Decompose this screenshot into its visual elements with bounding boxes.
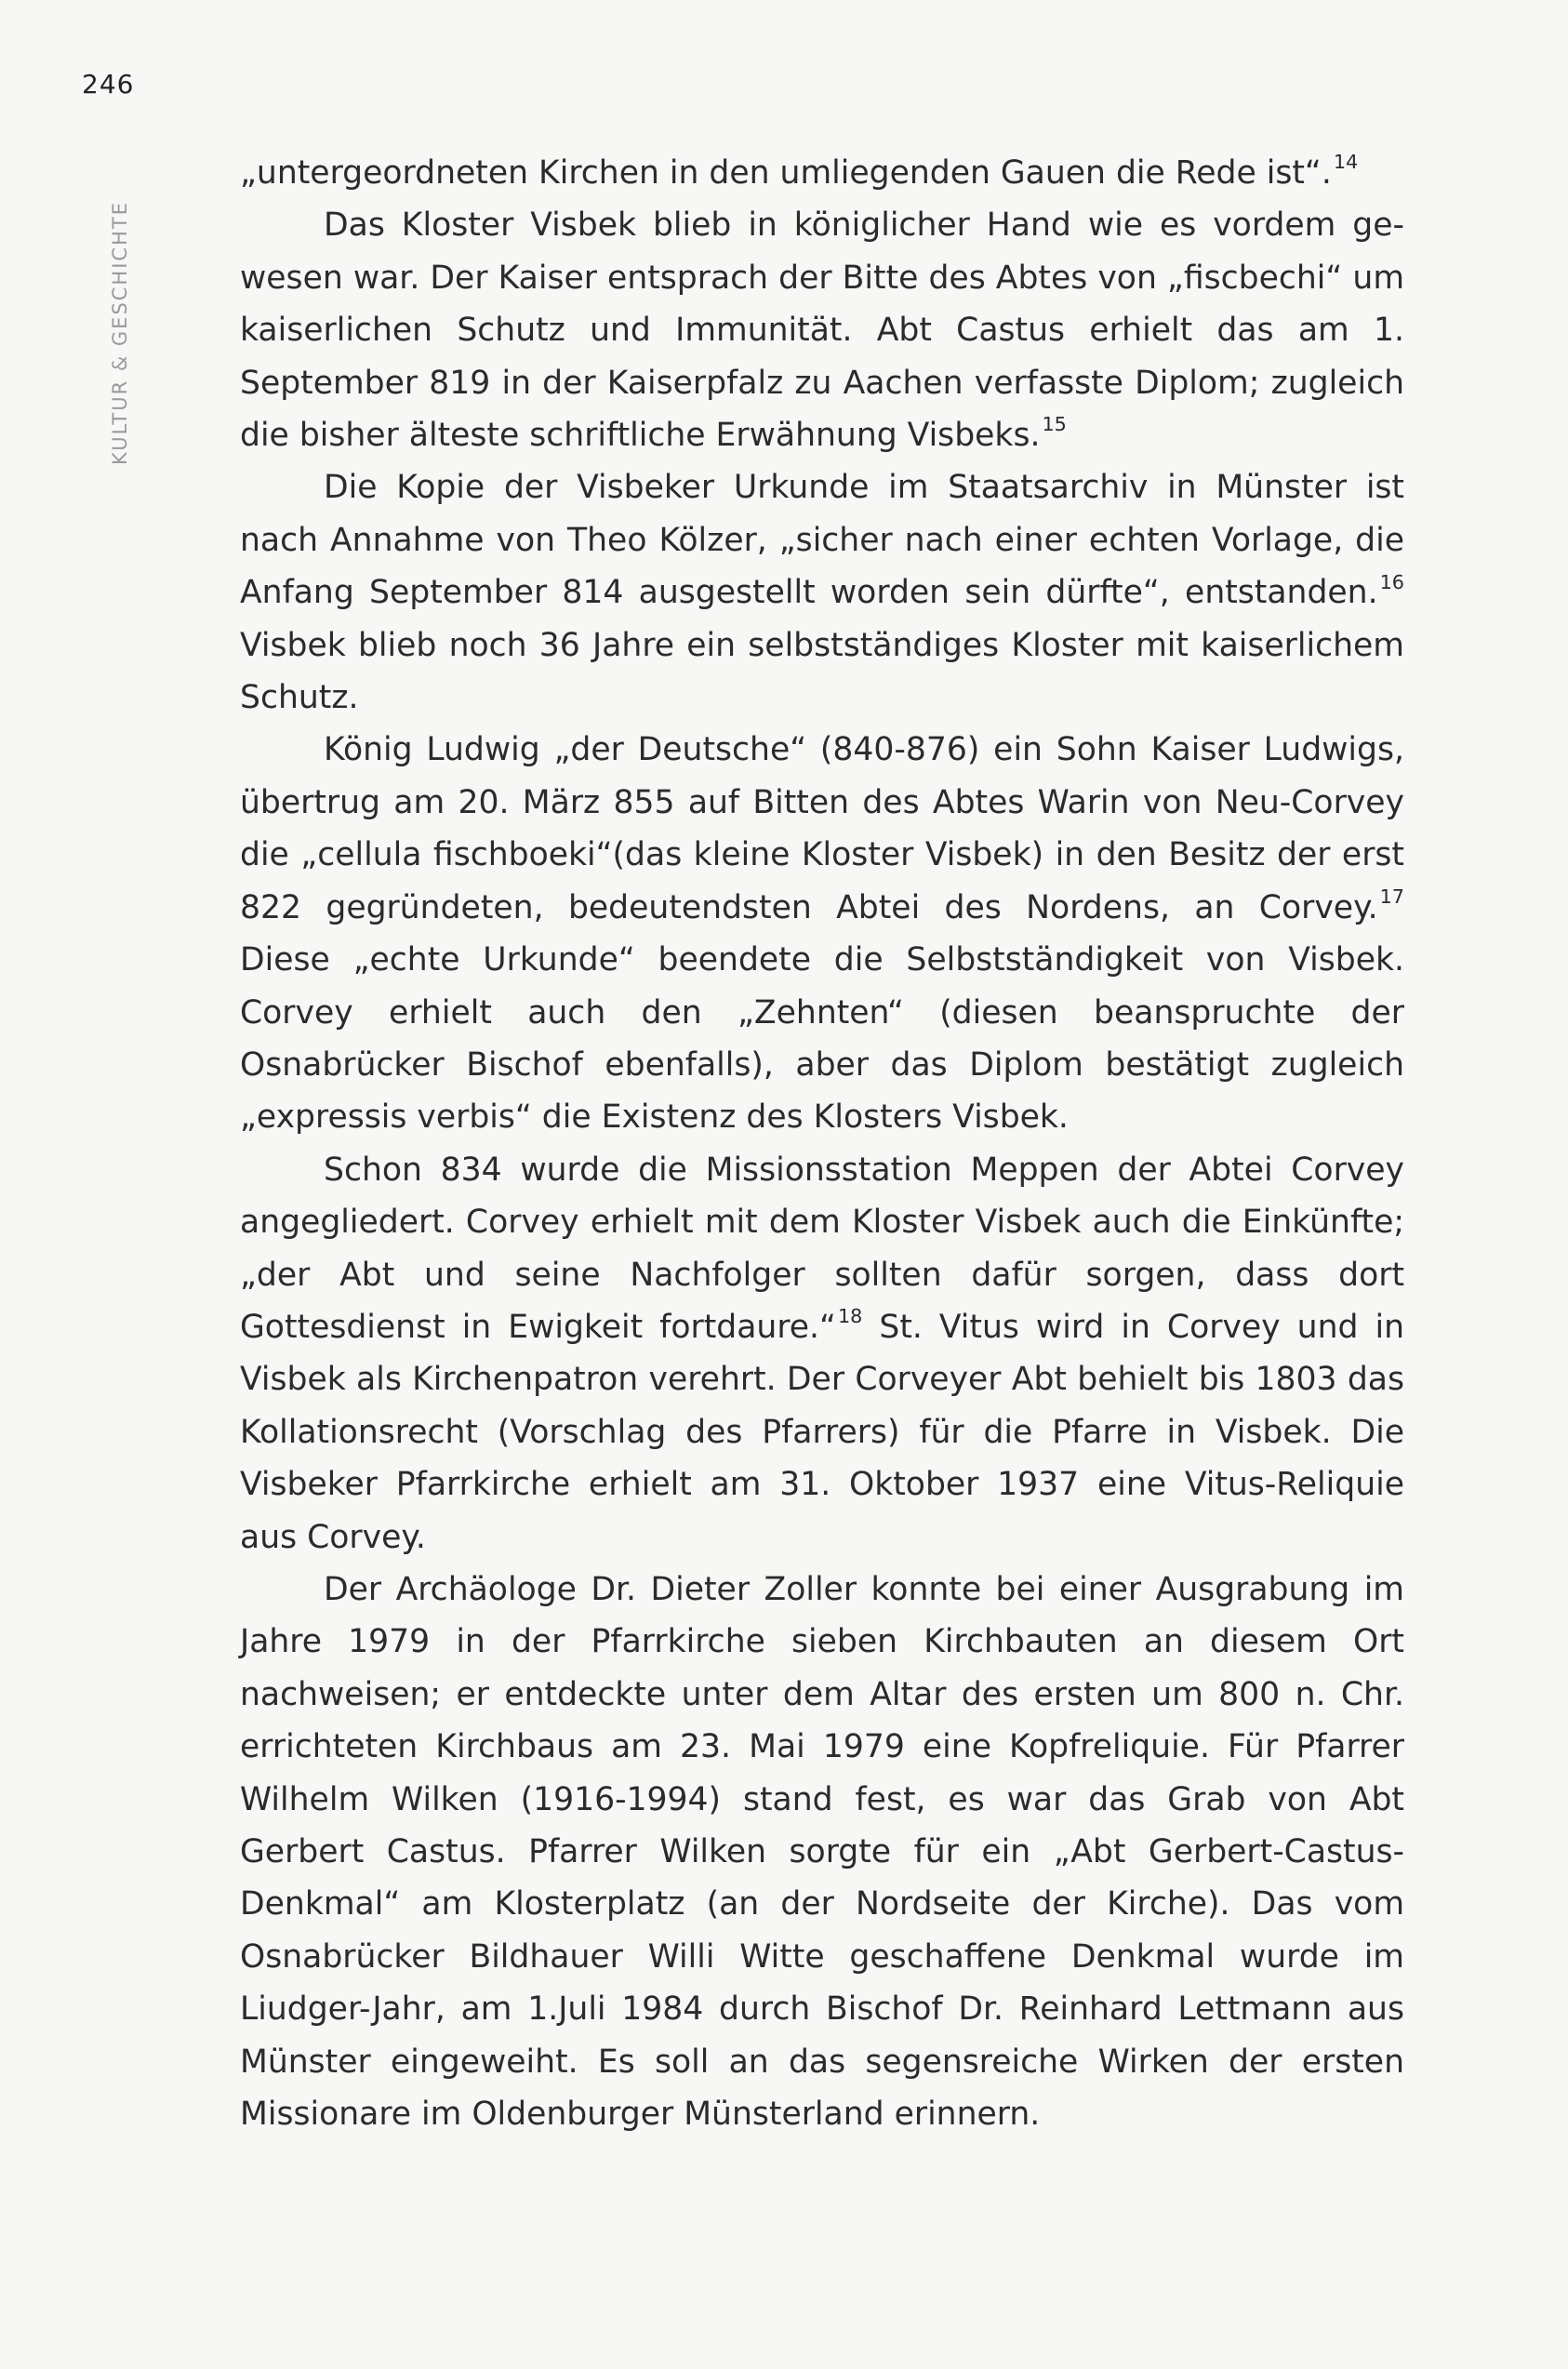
running-head: KULTUR & GESCHICHTE — [109, 201, 131, 465]
paragraph-text: Die Kopie der Visbeker Urkunde im Staatsarchiv in Münster ist nach Annahme von Theo Kölzer, „sicher nach einer echten Vorlage, die Anfang September 814 ausgestellt worden sein dürfte“, entstanden. — [240, 469, 1404, 612]
paragraph — [240, 147, 1404, 199]
paragraph — [240, 1564, 1404, 2140]
paragraph-text: König Ludwig „der Deutsche“ (840-876) ein Sohn Kaiser Ludwigs, übertrug am 20. März 855 auf Bitten des Abtes Warin von Neu-Corvey die „cellula fischboeki“(das kleine Kloster Visbek) in den Besitz der erst 822 gegründeten, bedeutendsten Abtei des Nordens, an Corvey. — [240, 731, 1404, 926]
footnote-marker: 18 — [837, 1305, 863, 1328]
paragraph-text: Diese „echte Urkunde“ beendete die Selbstständigkeit von Visbek. Corvey erhielt auch den „Zehnten“ (diesen beanspruchte der Osnabrücker Bischof ebenfalls), aber das Diplom bestätigt zugleich „expressis verbis“ die Existenz des Klosters Visbek. — [240, 941, 1404, 1137]
paragraph-text: Das Kloster Visbek blieb in königlicher Hand wie es vordem gewesen war. Der Kaiser entsprach der Bitte des Abtes von „fiscbechi“ um kaiserlichen Schutz und Immunität. Abt Castus erhielt das am 1. September 819 in der Kaiserpfalz zu Aachen verfasste Diplom; zugleich die bisher älteste schriftliche Erwähnung Visbeks. — [240, 206, 1404, 455]
footnote-marker: 17 — [1379, 885, 1404, 909]
paragraph-text: „untergeordneten Kirchen in den umliegenden Gauen die Rede ist“. — [240, 154, 1332, 192]
paragraph-text: Schon 834 wurde die Missionsstation Meppen der Abtei Corvey angegliedert. Corvey erhielt mit dem Kloster Visbek auch die Einkünfte; „der Abt und seine Nachfolger sollten dafür sorgen, dass dort Gottesdienst in Ewigkeit fortdaure.“ — [240, 1151, 1404, 1346]
paragraph — [240, 199, 1404, 461]
paragraph — [240, 1144, 1404, 1564]
paragraph — [240, 724, 1404, 1143]
paragraph-text: Visbek blieb noch 36 Jahre ein selbstständiges Kloster mit kaiserlichem Schutz. — [240, 626, 1404, 717]
footnote-marker: 14 — [1333, 151, 1359, 174]
paragraph-text: Der Archäologe Dr. Dieter Zoller konnte bei einer Ausgrabung im Jahre 1979 in der Pfarrkirche sieben Kirchbauten an diesem Ort nachweisen; er entdeckte unter dem Altar des ersten um 800 n. Chr. errichteten Kirchbaus am 23. Mai 1979 eine Kopfreliquie. Für Pfarrer Wilhelm Wilken (1916-1994) stand fest, es war das Grab von Abt Gerbert Castus. Pfarrer Wilken sorgte für ein „Abt Gerbert-Castus-Denkmal“ am Klosterplatz (an der Nordseite der Kirche). Das vom Osnabrücker Bildhauer Willi Witte geschaffene Denkmal wurde im Liudger-Jahr, am 1.Juli 1984 durch Bischof Dr. Reinhard Lettmann aus Münster eingeweiht. Es soll an das segensreiche Wirken der ersten Missionare im Oldenburger Münsterland erinnern. — [240, 1570, 1404, 2134]
body-text — [240, 147, 1404, 2140]
footnote-marker: 16 — [1379, 570, 1404, 593]
footnote-marker: 15 — [1042, 413, 1067, 436]
paragraph-text: St. Vitus wird in Corvey und in Visbek als Kirchenpatron verehrt. Der Corveyer Abt behielt bis 1803 das Kollationsrecht (Vorschlag des Pfarrers) für die Pfarre in Visbek. Die Visbeker Pfarrkirche erhielt am 31. Oktober 1937 eine Vitus-Reliquie aus Corvey. — [240, 1308, 1404, 1556]
paragraph — [240, 461, 1404, 724]
page-number: 246 — [82, 69, 135, 100]
